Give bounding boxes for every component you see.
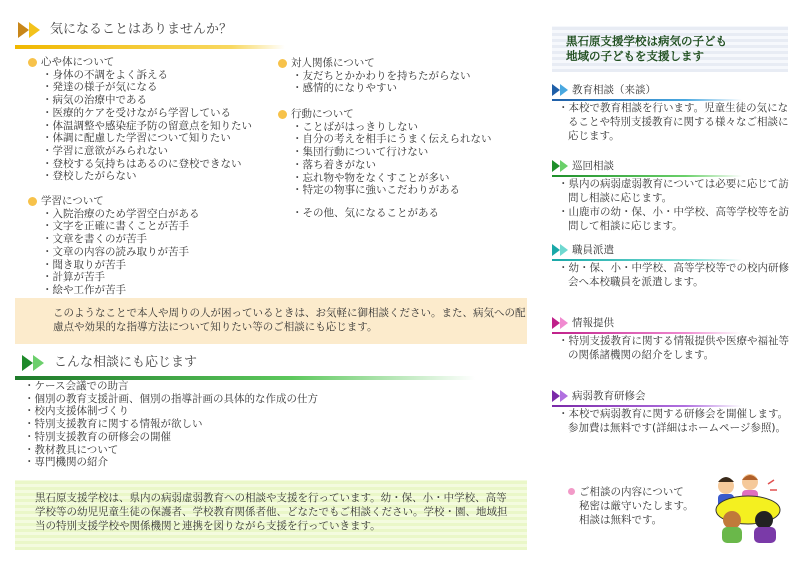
- list-item: ・ 特別支援教育に関する情報が欲しい: [24, 418, 318, 431]
- list-item: ・ 専門機関の紹介: [24, 456, 318, 469]
- concern-list: [278, 70, 471, 95]
- service-section: [552, 317, 792, 362]
- list-item: ・ 医療的ケアを受けながら学習している: [42, 107, 252, 120]
- arrow-icon: [552, 84, 568, 96]
- list-item: ・ 体温調整や感染症予防の留意点を知りたい: [42, 120, 252, 133]
- consult-heading: [22, 355, 197, 371]
- list-item: ・ 文字を正確に書くことが苦手: [42, 220, 200, 233]
- list-item: ・ 特定の物事に強いこだわりがある: [292, 184, 492, 197]
- service-heading: 病弱教育研修会: [552, 390, 792, 403]
- list-item: ・ 友だちとかかわりを持ちたがらない: [292, 70, 471, 83]
- concern-list: [278, 121, 492, 197]
- arrow-icon: [552, 390, 568, 402]
- list-item: ・ 特別支援教育の研修会の開催: [24, 431, 318, 444]
- list-item: ・ 入院治療のため学習空白がある: [42, 208, 200, 221]
- service-text: ・幼・保、小・中学校、高等学校等での校内研修会へ本校職員を派遣します。: [558, 261, 789, 288]
- arrow-icon: [552, 317, 568, 329]
- service-section: [552, 84, 792, 143]
- concerns-note: このようなことで本人や周りの人が困っているときは、お気軽に御相談ください。また、病気への配慮点や効果的な指導方法について知りたい等のご相談にも応じます。: [15, 298, 527, 344]
- list-item: ・ 落ち着きがない: [292, 159, 492, 172]
- list-item: ・ ケース会議での助言: [24, 380, 318, 393]
- bullet-icon: [278, 110, 287, 119]
- divider: [15, 45, 285, 49]
- concern-list: [28, 69, 252, 183]
- list-item: ・ 登校したがらない: [42, 170, 252, 183]
- service-text: ・県内の病弱虚弱教育については必要に応じて訪問し相談に応じます。: [558, 177, 789, 204]
- bullet-icon: [28, 58, 37, 67]
- group-title: 対人関係について: [278, 57, 471, 70]
- arrow-icon: [552, 244, 568, 256]
- list-item: ・ 自分の考えを相手にうまく伝えられない: [292, 133, 492, 146]
- list-item: ・ 集団行動について行けない: [292, 146, 492, 159]
- list-item: ・ ことばがはっきりしない: [292, 121, 492, 134]
- list-item: ・ 文章の内容の読み取りが苦手: [42, 246, 200, 259]
- bullet-icon: [278, 59, 287, 68]
- list-item: ・ 病気の治療中である: [42, 94, 252, 107]
- group-title: 行動について: [278, 108, 492, 121]
- bullet-icon: [28, 197, 37, 206]
- arrow-icon: [18, 22, 40, 38]
- right-title: 黒石原支援学校は病気の子ども 地域の子どもを支援します: [552, 26, 788, 72]
- arrow-icon: [552, 160, 568, 172]
- list-item: ・ 体調に配慮した学習について知りたい: [42, 132, 252, 145]
- service-heading: 巡回相談: [552, 160, 792, 173]
- concern-group: [278, 57, 471, 95]
- service-section: [552, 244, 792, 289]
- consult-title: こんな相談にも応じます: [54, 354, 198, 370]
- concern-list: [28, 208, 200, 297]
- service-text: ・本校で病弱教育に関する研修会を開催します。参加費は無料です(詳細はホームページ参照)。: [558, 407, 789, 434]
- list-item: ・ 教材教具について: [24, 444, 318, 457]
- concerns-title: 気になることはありませんか？: [50, 21, 233, 37]
- list-item: ・ 登校する気持ちはあるのに登校できない: [42, 158, 252, 171]
- group-title: 学習について: [28, 195, 200, 208]
- list-item: ・ 絵や工作が苦手: [42, 284, 200, 297]
- service-heading: 職員派遣: [552, 244, 792, 257]
- about-box: 黒石原支援学校は、県内の病弱虚弱教育への相談や支援を行っています。幼・保、小・中学校、高等学校等の幼児児童生徒の保護者、学校教育関係者他、どなたでもご相談ください。学校・園、地域担当の特別支援学校や関係機関と連携を図りながら支援を行っていきます。: [15, 480, 527, 550]
- service-heading: 情報提供: [552, 317, 792, 330]
- list-item: ・ 計算が苦手: [42, 271, 200, 284]
- other-item: ・その他、気になることがある: [292, 207, 439, 219]
- bullet-icon: [568, 488, 575, 495]
- service-section: [552, 160, 792, 233]
- list-item: ・ 個別の教育支援計画、個別の指導計画の具体的な作成の仕方: [24, 393, 318, 406]
- list-item: ・ 学習に意欲がみられない: [42, 145, 252, 158]
- service-text: ・本校で教育相談を行います。児童生徒の気になることや特別支援教育に関する様々なご相談に応じます。: [558, 101, 789, 142]
- list-item: ・ 発達の様子が気になる: [42, 81, 252, 94]
- service-text: ・特別支援教育に関する情報提供や医療や福祉等の関係諸機関の紹介をします。: [558, 334, 789, 361]
- concern-group: [28, 195, 200, 297]
- list-item: ・ 文章を書くのが苦手: [42, 233, 200, 246]
- list-item: ・ 忘れ物や物をなくすことが多い: [292, 172, 492, 185]
- concern-group: [278, 108, 492, 197]
- consultation-illustration: [712, 472, 784, 544]
- concern-group: [28, 56, 252, 183]
- list-item: ・ 聞き取りが苦手: [42, 259, 200, 272]
- service-text: ・山鹿市の幼・保、小・中学校、高等学校等を訪問して相談に応じます。: [558, 205, 789, 232]
- arrow-icon: [22, 355, 44, 371]
- consult-items: [24, 380, 318, 469]
- list-item: ・ 感情的になりやすい: [292, 82, 471, 95]
- list-item: ・ 身体の不調をよく訴える: [42, 69, 252, 82]
- list-item: ・ 校内支援体制づくり: [24, 405, 318, 418]
- group-title: 心や体について: [28, 56, 252, 69]
- service-heading: 教育相談（来談）: [552, 84, 792, 97]
- privacy-note: ご相談の内容について 秘密は厳守いたします。 相談は無料です。: [568, 485, 694, 527]
- consult-list: [24, 380, 318, 469]
- concerns-heading: [18, 22, 232, 38]
- service-section: [552, 390, 792, 435]
